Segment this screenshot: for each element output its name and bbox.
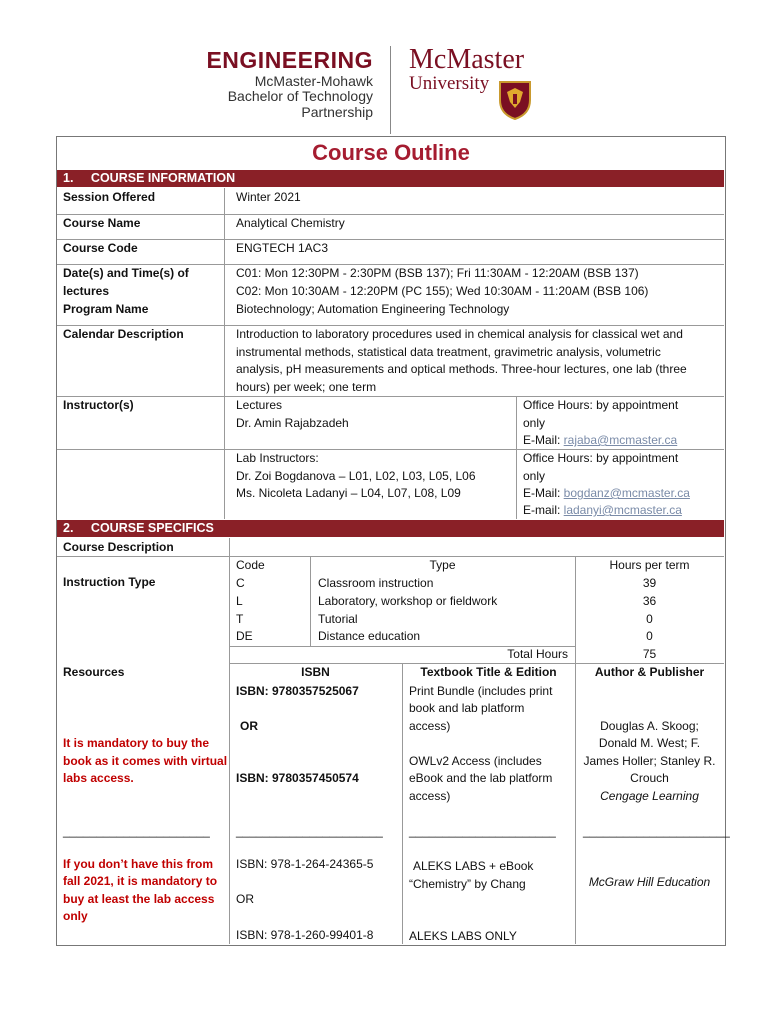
lecturer-name: Dr. Amin Rajabzadeh	[236, 416, 349, 430]
title-2-line: OWLv2 Access (includes	[409, 754, 542, 768]
author-line: James Holler; Stanley R.	[583, 754, 716, 768]
column-textbook: Textbook Title & Edition	[420, 665, 557, 679]
author-line: Donald M. West; F.	[598, 736, 701, 750]
university-wordmark: University	[409, 73, 490, 94]
title-1-line: access)	[409, 719, 451, 733]
row-type: Laboratory, workshop or fieldwork	[318, 594, 498, 608]
program-label: Program Name	[63, 302, 149, 316]
lab-instructors-label: Lab Instructors:	[236, 451, 319, 465]
engineering-title: ENGINEERING	[206, 47, 373, 73]
row-code: L	[236, 594, 243, 608]
mandatory-note-line: It is mandatory to buy the	[63, 736, 210, 750]
email-link-rajaba[interactable]: rajaba@mcmaster.ca	[563, 433, 678, 447]
course-name-value: Analytical Chemistry	[236, 216, 345, 230]
section-1-number: 1.	[63, 171, 74, 185]
column-code: Code	[236, 558, 265, 572]
row-hours: 36	[642, 594, 657, 608]
isbn-1: ISBN: 9780357525067	[236, 684, 359, 698]
calendar-line: analysis, pH measurements and optical methods. Three-hour lectures, one lab (three	[236, 362, 687, 376]
fall-note-line: fall 2021, it is mandatory to	[63, 874, 218, 888]
section-2-heading: COURSE SPECIFICS	[90, 521, 214, 535]
section-2-header	[57, 520, 724, 537]
instruction-type-label: Instruction Type	[63, 575, 156, 589]
isbn-3: ISBN: 978-1-264-24365-5	[236, 857, 374, 871]
publisher-mcgraw: McGraw Hill Education	[588, 875, 711, 889]
row-hours: 39	[642, 576, 657, 590]
lectures-label: Lectures	[236, 398, 283, 412]
calendar-label: Calendar Description	[63, 327, 184, 341]
separator-line: ______________________	[583, 824, 730, 838]
dates-value-2: C02: Mon 10:30AM - 12:20PM (PC 155); Wed 10:30AM - 11:20AM (BSB 106)	[236, 284, 649, 298]
engineering-wordmark	[150, 48, 373, 121]
office-hours-1-only: only	[523, 416, 546, 430]
column-author: Author & Publisher	[594, 665, 705, 679]
course-code-value: ENGTECH 1AC3	[236, 241, 329, 255]
mandatory-note-line: labs access.	[63, 771, 134, 785]
course-code-label: Course Code	[63, 241, 138, 255]
title-4: ALEKS LABS ONLY	[409, 929, 517, 943]
session-label: Session Offered	[63, 190, 156, 204]
calendar-line: instrumental methods, statistical data treatment, gravimetric analysis, volumetric	[236, 345, 661, 359]
section-2-number: 2.	[63, 521, 74, 535]
dates-value-1: C01: Mon 12:30PM - 2:30PM (BSB 137); Fri 11:30AM - 12:20AM (BSB 137)	[236, 266, 639, 280]
separator-line: ______________________	[63, 824, 210, 838]
email-label-2: E-Mail:	[523, 486, 564, 500]
office-hours-1: Office Hours: by appointment	[523, 398, 679, 412]
email-label-1: E-Mail:	[523, 433, 564, 447]
title-1-line: book and lab platform	[409, 701, 525, 715]
page-title: Course Outline	[312, 140, 470, 165]
office-hours-2: Office Hours: by appointment	[523, 451, 679, 465]
fall-note-line: only	[63, 909, 88, 923]
dates-label-2: lectures	[63, 284, 110, 298]
row-code: DE	[236, 629, 253, 643]
row-code: C	[236, 576, 245, 590]
email-link-bogdanz[interactable]: bogdanz@mcmaster.ca	[563, 486, 690, 500]
or-2: OR	[236, 892, 254, 906]
title-2-line: eBook and the lab platform	[409, 771, 553, 785]
crest-icon	[498, 80, 532, 120]
row-hours: 0	[646, 612, 653, 626]
lab-instructor-2: Ms. Nicoleta Ladanyi – L04, L07, L08, L09	[236, 486, 461, 500]
column-type: Type	[429, 558, 456, 572]
title-1-line: Print Bundle (includes print	[409, 684, 553, 698]
row-type: Classroom instruction	[318, 576, 434, 590]
resources-label: Resources	[63, 665, 125, 679]
course-name-label: Course Name	[63, 216, 141, 230]
mcmaster-wordmark: McMaster	[409, 44, 525, 75]
fall-note-line: buy at least the lab access	[63, 892, 215, 906]
column-hours: Hours per term	[609, 558, 690, 572]
session-value: Winter 2021	[236, 190, 301, 204]
separator-line: ______________________	[236, 824, 383, 838]
row-hours: 0	[646, 629, 653, 643]
fall-note-line: If you don’t have this from	[63, 857, 214, 871]
title-3-line: ALEKS LABS + eBook	[413, 859, 534, 873]
row-type: Distance education	[318, 629, 421, 643]
title-2-line: access)	[409, 789, 451, 803]
title-3-line: “Chemistry” by Chang	[409, 877, 526, 891]
column-isbn: ISBN	[301, 665, 330, 679]
partnership-line-3: Partnership	[301, 104, 373, 121]
isbn-4: ISBN: 978-1-260-99401-8	[236, 928, 374, 942]
publisher-cengage: Cengage Learning	[600, 789, 699, 803]
calendar-line: hours) per week; one term	[236, 380, 377, 394]
email-row-3	[523, 502, 682, 520]
header-divider	[390, 46, 391, 134]
section-1-heading: COURSE INFORMATION	[90, 171, 236, 185]
row-type: Tutorial	[318, 612, 358, 626]
mandatory-note-line: book as it comes with virtual	[63, 754, 228, 768]
email-row-1	[523, 432, 677, 450]
total-hours-label: Total Hours	[507, 647, 568, 661]
author-line: Crouch	[630, 771, 669, 785]
instructor-label: Instructor(s)	[63, 398, 134, 412]
dates-label-1: Date(s) and Time(s) of	[63, 266, 189, 280]
email-label-3: E-mail:	[523, 503, 564, 517]
office-hours-2-only: only	[523, 469, 546, 483]
section-1-column-divider	[224, 188, 225, 519]
author-line: Douglas A. Skoog;	[600, 719, 699, 733]
separator-line: ______________________	[409, 824, 556, 838]
calendar-line: Introduction to laboratory procedures used in chemical analysis for classical wet and	[236, 327, 683, 341]
email-row-2	[523, 485, 690, 503]
partnership-line-1: McMaster-Mohawk	[254, 72, 373, 89]
or-1: OR	[240, 719, 258, 733]
email-link-ladanyi[interactable]: ladanyi@mcmaster.ca	[563, 503, 682, 517]
row-code: T	[236, 612, 244, 626]
program-value: Biotechnology; Automation Engineering Technology	[236, 302, 510, 316]
partnership-line-2: Bachelor of Technology	[227, 88, 373, 105]
lab-instructor-1: Dr. Zoi Bogdanova – L01, L02, L03, L05, L06	[236, 469, 476, 483]
section-1-header	[57, 170, 724, 187]
total-hours-value: 75	[642, 647, 657, 661]
isbn-2: ISBN: 9780357450574	[236, 771, 359, 785]
course-description-label: Course Description	[63, 540, 174, 554]
section-2-column-divider	[229, 538, 230, 944]
